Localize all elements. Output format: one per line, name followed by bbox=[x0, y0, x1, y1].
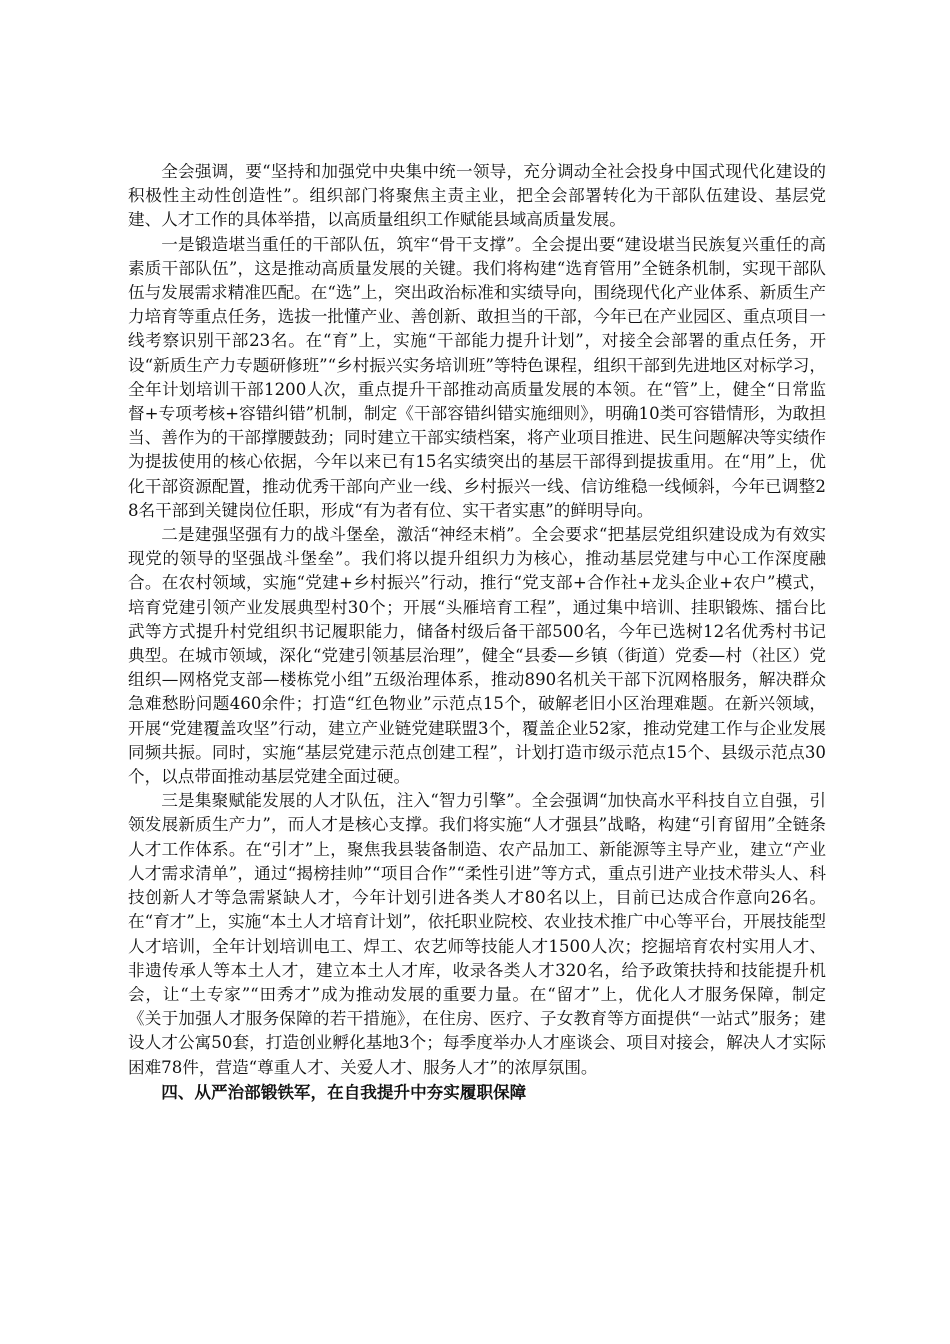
paragraph-talent-team: 三是集聚赋能发展的人才队伍，注入“智力引擎”。全会强调“加快高水平科技自立自强，引领发展新质生产力”，而人才是核心支撑。我们将实施“人才强县”战略，构建“引育留用”全链条人才工作体系。在“引才”上，聚焦我县装备制造、农产品加工、新能源等主导产业，建立“产业人才需求清单”，通过“揭榜挂帅”“项目合作”“柔性引进”等方式，重点引进产业技术带头人、科技创新人才等急需紧缺人才，今年计划引进各类人才80名以上，目前已达成合作意向26名。在“育才”上，实施“本土人才培育计划”，依托职业院校、农业技术推广中心等平台，开展技能型人才培训，全年计划培训电工、焊工、农艺师等技能人才1500人次；挖掘培育农村实用人才、非遗传承人等本土人才，建立本土人才库，收录各类人才320名，给予政策扶持和技能提升机会，让“土专家”“田秀才”成为推动发展的重要力量。在“留才”上，优化人才服务保障，制定《关于加强人才服务保障的若干措施》，在住房、医疗、子女教育等方面提供“一站式”服务；建设人才公寓50套，打造创业孵化基地3个；每季度举办人才座谈会、项目对接会，解决人才实际困难78件，营造“尊重人才、关爱人才、服务人才”的浓厚氛围。 bbox=[128, 791, 826, 1077]
document-body bbox=[128, 160, 826, 1104]
paragraph-cadre-team: 一是锻造堪当重任的干部队伍，筑牢“骨干支撑”。全会提出要“建设堪当民族复兴重任的高素质干部队伍”，这是推动高质量发展的关键。我们将构建“选育管用”全链条机制，实现干部队伍与发展需求精准匹配。在“选”上，突出政治标准和实绩导向，围绕现代化产业体系、新质生产力培育等重点任务，选拔一批懂产业、善创新、敢担当的干部，今年已在产业园区、重点项目一线考察识别干部23名。在“育”上，实施“干部能力提升计划”，对接全会部署的重点任务，开设“新质生产力专题研修班”“乡村振兴实务培训班”等特色课程，组织干部到先进地区对标学习，全年计划培训干部1200人次，重点提升干部推动高质量发展的本领。在“管”上，健全“日常监督+专项考核+容错纠错”机制，制定《干部容错纠错实施细则》，明确10类可容错情形，为敢担当、善作为的干部撑腰鼓劲；同时建立干部实绩档案，将产业项目推进、民生问题解决等实绩作为提拔使用的核心依据，今年以来已有15名实绩突出的基层干部得到提拔重用。在“用”上，优化干部资源配置，推动优秀干部向产业一线、乡村振兴一线、信访维稳一线倾斜，今年已调整28名干部到关键岗位任职，形成“有为者有位、实干者实惠”的鲜明导向。 bbox=[128, 234, 826, 520]
paragraph-intro: 全会强调，要“坚持和加强党中央集中统一领导，充分调动全社会投身中国式现代化建设的积极性主动性创造性”。组织部门将聚焦主责主业，把全会部署转化为干部队伍建设、基层党建、人才工作的具体举措，以高质量组织工作赋能县域高质量发展。 bbox=[128, 162, 826, 230]
paragraph-grassroots-party: 二是建强坚强有力的战斗堡垒，激活“神经末梢”。全会要求“把基层党组织建设成为有效实现党的领导的坚强战斗堡垒”。我们将以提升组织力为核心，推动基层党建与中心工作深度融合。在农村领域，实施“党建+乡村振兴”行动，推行“党支部+合作社+龙头企业+农户”模式，培育党建引领产业发展典型村30个；开展“头雁培育工程”，通过集中培训、挂职锻炼、擂台比武等方式提升村党组织书记履职能力，储备村级后备干部500名，今年已选树12名优秀村书记典型。在城市领域，深化“党建引领基层治理”，健全“县委—乡镇（街道）党委—村（社区）党组织—网格党支部—楼栋党小组”五级治理体系，推动890名机关干部下沉网格服务，解决群众急难愁盼问题460余件；打造“红色物业”示范点15个，破解老旧小区治理难题。在新兴领域，开展“党建覆盖攻坚”行动，建立产业链党建联盟3个，覆盖企业52家，推动党建工作与企业发展同频共振。同时，实施“基层党建示范点创建工程”，计划打造市级示范点15个、县级示范点30个，以点带面推动基层党建全面过硬。 bbox=[128, 525, 826, 787]
section-heading-four: 四、从严治部锻铁军，在自我提升中夯实履职保障 bbox=[161, 1081, 527, 1102]
